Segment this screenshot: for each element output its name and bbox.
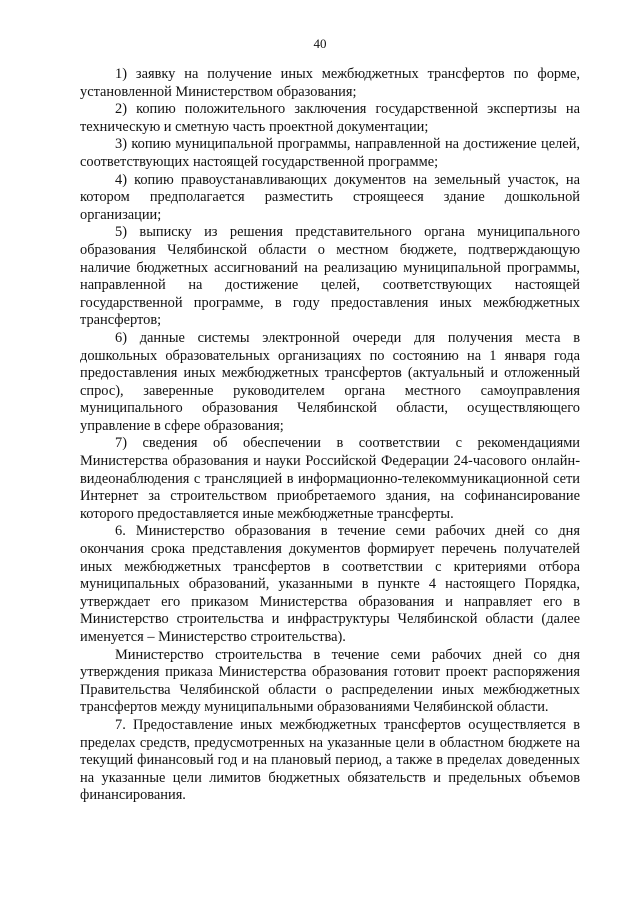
paragraph-item-5: 5) выписку из решения представительного органа муниципального образования Челябинской области о местном бюджете, подтверждающую наличие бюджетных ассигнований на реализацию муниципальной программы, направленной на достижение целей, соответствующих настоящей государственной программе, в году предоставления иных межбюджетных трансфертов; [80,224,580,329]
paragraph-item-6: 6) данные системы электронной очереди для получения места в дошкольных образовательных организациях по состоянию на 1 января года предоставления иных межбюджетных трансфертов (актуальный и отложенный спрос), заверенные руководителем органа местного самоуправления муниципального образования Челябинской области, осуществляющего управление в сфере образования; [80,329,580,434]
paragraph-clause-7: 7. Предоставление иных межбюджетных трансфертов осуществляется в пределах средств, предусмотренных на указанные цели в областном бюджете на текущий финансовый год и на плановый период, а также в пределах доведенных на указанные цели лимитов бюджетных обязательств и предельных объемов финансирования. [80,716,580,804]
paragraph-construction-ministry: Министерство строительства в течение семи рабочих дней со дня утверждения приказа Министерства образования готовит проект распоряжения Правительства Челябинской области о распределении иных межбюджетных трансфертов между муниципальными образованиями Челябинской области. [80,646,580,716]
page-number: 40 [313,36,327,51]
paragraph-item-1: 1) заявку на получение иных межбюджетных трансфертов по форме, установленной Министерством образования; [80,66,580,100]
document-body [80,66,580,805]
paragraph-item-2: 2) копию положительного заключения государственной экспертизы на техническую и сметную часть проектной документации; [80,101,580,135]
paragraph-item-4: 4) копию правоустанавливающих документов на земельный участок, на котором предполагается разместить строящееся здание дошкольной организации; [80,171,580,223]
paragraph-item-7: 7) сведения об обеспечении в соответствии с рекомендациями Министерства образования и науки Российской Федерации 24-часового онлайн-видеонаблюдения с трансляцией в информационно-телекоммуникационной сети Интернет за строительством приобретаемого здания, на софинансирование которого предоставляется иные межбюджетные трансферты. [80,435,580,522]
paragraph-item-3: 3) копию муниципальной программы, направленной на достижение целей, соответствующих настоящей государственной программе; [80,136,580,170]
paragraph-clause-6: 6. Министерство образования в течение семи рабочих дней со дня окончания срока представления документов формирует перечень получателей иных межбюджетных трансфертов в соответствии с критериями отбора муниципальных образований, указанными в пункте 4 настоящего Порядка, утверждает его приказом Министерства образования и направляет его в Министерство строительства и инфраструктуры Челябинской области (далее именуется – Министерство строительства). [80,523,580,645]
